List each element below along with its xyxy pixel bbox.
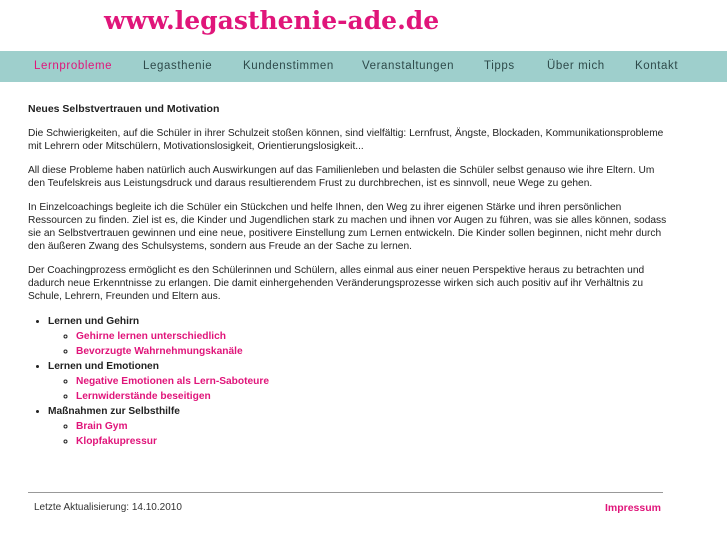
list-item	[76, 329, 668, 344]
topic-list	[28, 314, 668, 449]
topic-item	[48, 404, 668, 449]
list-item	[76, 374, 668, 389]
list-item	[76, 344, 668, 359]
topic-link[interactable]: Bevorzugte Wahrnehmungskanäle	[76, 346, 243, 357]
last-update-text: Letzte Aktualisierung: 14.10.2010	[34, 502, 182, 513]
nav-item-kundenstimmen[interactable]: Kundenstimmen	[243, 60, 334, 72]
nav-item-veranstaltungen[interactable]: Veranstaltungen	[362, 60, 455, 72]
nav-item-tipps[interactable]: Tipps	[484, 60, 515, 72]
process-paragraph: Der Coachingprozess ermöglicht es den Schülerinnen und Schülern, alles einmal aus einer neuen Perspektive heraus zu betrachten und dadurch neue Erkenntnisse zu erlangen. Die damit einhergehenden Veränderungsprozesse wirken sich auch positiv auf ihr Verhältnis zu Schule, Lehrern, Freunden und Eltern aus.	[28, 265, 645, 302]
footer-divider	[28, 492, 663, 493]
topic-sublist	[48, 419, 668, 449]
list-item	[76, 389, 668, 404]
topic-link[interactable]: Klopfakupressur	[76, 436, 157, 447]
topic-sublist	[48, 329, 668, 359]
topic-title: Lernen und Gehirn	[48, 316, 140, 327]
topic-link[interactable]: Lernwiderstände beseitigen	[76, 391, 211, 402]
main-content	[28, 103, 668, 449]
list-item	[76, 419, 668, 434]
topic-link[interactable]: Gehirne lernen unterschiedlich	[76, 331, 227, 342]
topic-item	[48, 314, 668, 359]
problems-paragraph: All diese Probleme haben natürlich auch Auswirkungen auf das Familienleben und belasten die Schüler selbst genauso wie ihre Eltern. Um den Teufelskreis aus Leistungsdruck und daraus resultierendem Frust zu durchbrechen, ist es sinnvoll, neue Wege zu gehen.	[28, 165, 655, 189]
nav-item-ueber-mich[interactable]: Über mich	[547, 60, 605, 72]
coaching-paragraph: In Einzelcoachings begleite ich die Schüler ein Stückchen und helfe Ihnen, den Weg zu ihrer eigenen Stärke und ihren persönlichen Ressourcen zu finden. Ziel ist es, die Kinder und Jugendlichen stark zu machen und ihnen vor Augen zu führen, was sie alles können, sodass sie an Selbstvertrauen gewinnen und eine neue, positivere Einstellung zum Lernen entwickeln. Die Kinder sollen beginnen, nicht mehr durch den äußeren Zwang des Schulsystems, sondern aus Freude an der Sache zu lernen.	[28, 202, 667, 252]
topic-item	[48, 359, 668, 404]
main-nav	[0, 51, 727, 82]
topic-title: Maßnahmen zur Selbsthilfe	[48, 406, 180, 417]
site-logo[interactable]: www.legasthenie-ade.de	[104, 6, 440, 35]
list-item	[76, 434, 668, 449]
topic-link[interactable]: Negative Emotionen als Lern-Saboteure	[76, 376, 270, 387]
topic-link[interactable]: Brain Gym	[76, 421, 128, 432]
page-heading: Neues Selbstvertrauen und Motivation	[28, 103, 220, 115]
topic-sublist	[48, 374, 668, 404]
impressum-link[interactable]: Impressum	[604, 502, 661, 514]
nav-item-lernprobleme[interactable]: Lernprobleme	[34, 60, 113, 72]
topic-title: Lernen und Emotionen	[48, 361, 159, 372]
intro-paragraph: Die Schwierigkeiten, auf die Schüler in ihrer Schulzeit stoßen können, sind vielfältig: Lernfrust, Ängste, Blockaden, Kommunikationsprobleme mit Lehrern oder Mitschülern, Motivationslosigkeit, Orientierungslosigkeit...	[28, 128, 664, 152]
nav-item-kontakt[interactable]: Kontakt	[635, 60, 679, 72]
nav-item-legasthenie[interactable]: Legasthenie	[143, 60, 213, 72]
